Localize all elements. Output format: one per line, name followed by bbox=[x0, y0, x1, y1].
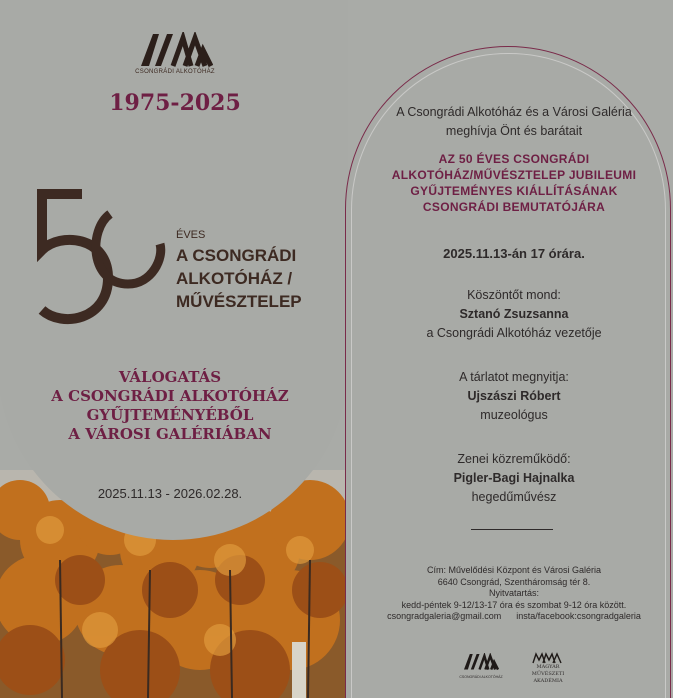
title-line-4: CSONGRÁDI BEMUTATÓJÁRA bbox=[422, 200, 606, 214]
music-name: Pigler-Bagi Hajnalka bbox=[453, 471, 575, 485]
subtitle-line-4: A VÁROSI GALÉRIÁBAN bbox=[68, 425, 272, 443]
music-block bbox=[356, 450, 672, 507]
logo-caption: CSONGRÁDI ALKOTÓHÁZ bbox=[135, 69, 215, 75]
alkotohaz-small-logo-icon bbox=[463, 653, 499, 671]
anniversary-years: 1975-2025 bbox=[109, 90, 241, 116]
title-line-2: ALKOTÓHÁZ/MŰVÉSZTELEP JUBILEUMI bbox=[391, 168, 637, 182]
address-line-2: 6640 Csongrád, Szentháromság tér 8. bbox=[437, 576, 591, 587]
title-line-1: AZ 50 ÉVES CSONGRÁDI bbox=[438, 152, 590, 166]
org-name bbox=[176, 244, 346, 313]
event-title bbox=[356, 151, 672, 215]
eves-label: ÉVES bbox=[176, 229, 206, 241]
mma-caption bbox=[520, 664, 576, 685]
event-datetime: 2025.11.13-án 17 órára. bbox=[443, 246, 585, 261]
small-logo-caption: CSONGRÁDI ALKOTÓHÁZ bbox=[459, 675, 503, 679]
greeting-name: Sztanó Zsuzsanna bbox=[459, 307, 569, 321]
invitation-text bbox=[356, 103, 672, 141]
address-line-4: kedd-péntek 9-12/13-17 óra és szombat 9-12 óra között. bbox=[401, 599, 627, 610]
music-label: Zenei közreműködő: bbox=[457, 452, 571, 466]
mma-logo-icon bbox=[531, 652, 563, 664]
contact-line: csongradgaleria@gmail.com insta/facebook:csongradgaleria bbox=[387, 611, 641, 621]
exhibition-subtitle bbox=[25, 368, 315, 444]
opener-label: A tárlatot megnyitja: bbox=[459, 370, 569, 384]
address-line-3: Nyitvatartás: bbox=[488, 588, 539, 598]
subtitle-line-1: VÁLOGATÁS bbox=[118, 368, 222, 386]
invite-line-2: meghívja Önt és barátait bbox=[445, 124, 583, 138]
invite-line-1: A Csongrádi Alkotóház és a Városi Galéria bbox=[396, 105, 632, 119]
subtitle-line-3: GYŰJTEMÉNYÉBŐL bbox=[86, 406, 254, 424]
fifty-graphic bbox=[30, 180, 170, 340]
org-line-1: A CSONGRÁDI bbox=[176, 246, 297, 265]
divider bbox=[471, 529, 553, 530]
org-line-3: MŰVÉSZTELEP bbox=[176, 292, 302, 311]
greeting-block bbox=[356, 286, 672, 343]
address-line-1: Cím: Művelődési Központ és Városi Galéria bbox=[426, 565, 602, 575]
opener-block bbox=[356, 368, 672, 425]
exhibition-dates: 2025.11.13 - 2026.02.28. bbox=[97, 486, 243, 501]
org-line-2: ALKOTÓHÁZ / bbox=[176, 269, 293, 288]
music-role: hegedűművész bbox=[471, 490, 557, 504]
subtitle-line-2: A CSONGRÁDI ALKOTÓHÁZ bbox=[51, 387, 289, 405]
alkotohaz-logo-icon bbox=[139, 32, 213, 68]
greeting-label: Köszöntőt mond: bbox=[467, 288, 561, 302]
opener-name: Ujszászi Róbert bbox=[467, 389, 561, 403]
address-block bbox=[356, 565, 672, 623]
mma-caption-line-2: AKADÉMIA bbox=[533, 678, 563, 684]
title-line-3: GYŰJTEMÉNYES KIÁLLÍTÁSÁNAK bbox=[410, 184, 618, 198]
opener-role: muzeológus bbox=[480, 408, 548, 422]
greeting-role: a Csongrádi Alkotóház vezetője bbox=[426, 326, 602, 340]
mma-caption-line-1: MAGYAR MŰVÉSZETI bbox=[531, 664, 565, 677]
